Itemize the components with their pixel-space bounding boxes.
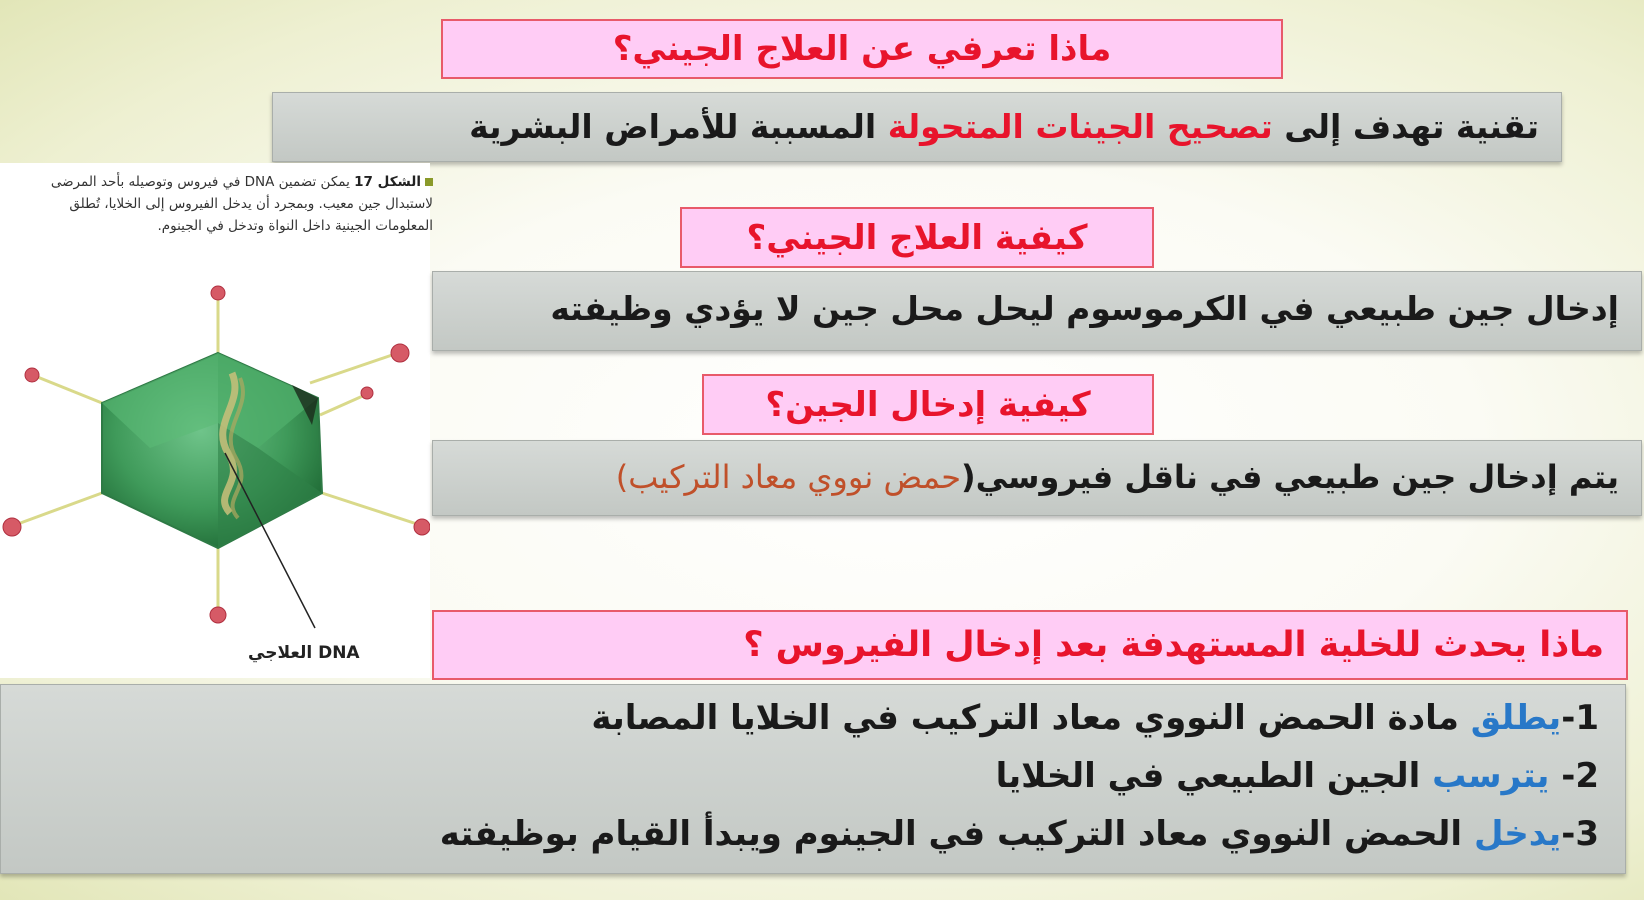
heading-text: كيفية إدخال الجين؟ (765, 385, 1091, 425)
definition-part1: تقنية تهدف إلى (1272, 107, 1539, 146)
definition-part2: المسببة للأمراض البشرية (469, 107, 888, 146)
insertion-box (432, 440, 1642, 516)
step-text: الجين الطبيعي في الخلايا (995, 756, 1433, 796)
step-verb: يطلق (1470, 698, 1562, 738)
step-text: مادة الحمض النووي معاد التركيب في الخلايا المصابة (591, 698, 1471, 738)
heading-what-is-gene-therapy (441, 19, 1283, 79)
dna-label: DNA العلاجي (248, 643, 360, 663)
step-3 (1, 805, 1599, 863)
definition-highlight: تصحيح الجينات المتحولة (887, 107, 1273, 146)
step-verb: يدخل (1473, 814, 1562, 854)
insertion-part1: يتم إدخال جين طبيعي في ناقل فيروسي( (960, 458, 1619, 496)
method-box (432, 271, 1642, 351)
heading-what-happens (432, 610, 1628, 680)
heading-text: كيفية العلاج الجيني؟ (746, 218, 1088, 258)
insertion-highlight: حمض نووي معاد التركيب) (615, 458, 961, 496)
caption-label: الشكل 17 (354, 174, 421, 190)
heading-how-gene-therapy (680, 207, 1154, 268)
step-text: الحمض النووي معاد التركيب في الجينوم ويبدأ القيام بوظيفته (439, 814, 1474, 854)
heading-text: ماذا يحدث للخلية المستهدفة بعد إدخال الفيروس ؟ (743, 625, 1604, 665)
step-1 (1, 689, 1599, 747)
step-verb: يترسب (1432, 756, 1550, 796)
virus-illustration (0, 163, 430, 678)
caption-text: يمكن تضمين DNA في فيروس وتوصيله بأحد المرضى لاستبدال جين معيب. وبمجرد أن يدخل الفيروس إلى الخلايا، تُطلق المعلومات الجينية داخل النواة وتدخل في الجينوم. (50, 174, 433, 234)
method-text: إدخال جين طبيعي في الكرموسوم ليحل محل جين لا يؤدي وظيفته (550, 289, 1619, 328)
step-number: 3- (1561, 814, 1599, 854)
heading-how-insert-gene (702, 374, 1154, 435)
steps-box (0, 684, 1626, 874)
heading-text: ماذا تعرفي عن العلاج الجيني؟ (612, 29, 1112, 69)
step-2 (1, 747, 1599, 805)
virus-figure (0, 163, 433, 678)
step-number: 1- (1561, 698, 1599, 738)
step-number: 2- (1549, 756, 1599, 796)
definition-box (272, 92, 1562, 162)
